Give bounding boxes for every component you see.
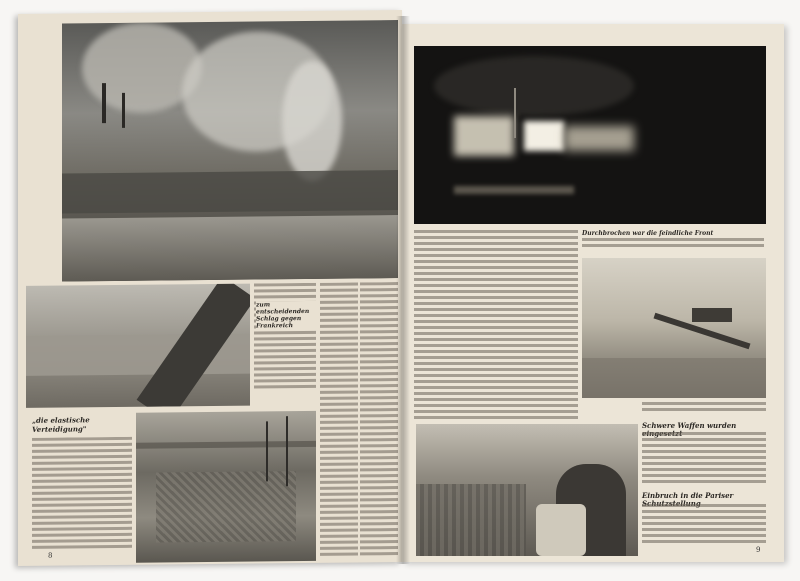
right-heading-1: Schwere Waffen wurden <box>642 421 737 430</box>
left-text-bottom <box>32 437 132 556</box>
left-page-number: 8 <box>48 551 53 560</box>
photo-night-fire-harbour <box>414 46 766 224</box>
right-caption-top-text <box>582 238 764 254</box>
right-heading-2: Einbruch in die Pariser <box>642 491 734 500</box>
left-page <box>18 10 402 566</box>
photo-field-artillery <box>582 258 766 398</box>
left-heading-2: „die elastische Verteidigung" <box>32 415 90 434</box>
right-text-column-a <box>642 432 766 490</box>
left-heading-1: zum entscheidenden Schlag gegen Frankreich <box>256 301 318 330</box>
photo-aerial-wing <box>26 284 250 408</box>
right-page <box>402 24 784 562</box>
left-text-column-2 <box>360 282 398 564</box>
right-text-artillery-caption <box>642 402 766 420</box>
magazine-spread <box>18 6 788 568</box>
photo-burning-industry <box>62 20 398 282</box>
right-caption-top: Durchbrochen war die feindliche Front <box>582 230 714 237</box>
right-page-number: 9 <box>756 546 761 554</box>
photo-soldiers-city <box>416 424 638 556</box>
left-text-column-1 <box>320 282 358 564</box>
photo-ruined-town <box>136 411 316 563</box>
right-text-column-b <box>642 504 766 550</box>
right-text-main <box>414 230 578 422</box>
